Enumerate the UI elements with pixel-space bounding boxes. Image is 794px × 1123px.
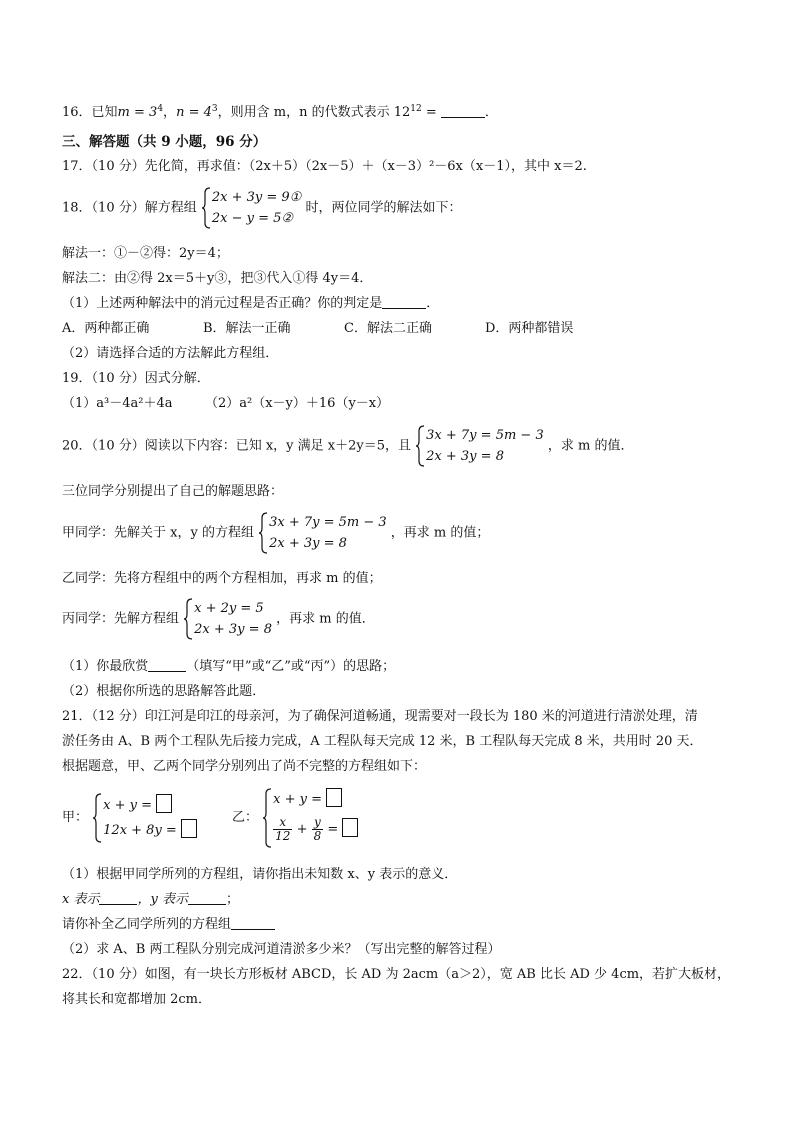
q16-n-exp: 3 bbox=[211, 104, 218, 114]
brace-icon bbox=[92, 793, 103, 843]
equation-1: x + 2y = 5 bbox=[194, 601, 264, 616]
y-means-label: ，y 表示 bbox=[137, 892, 188, 907]
equation-1: 2x + 3y = 9① bbox=[211, 190, 302, 205]
q21-jia-label: 甲： bbox=[62, 810, 89, 825]
equation-system bbox=[183, 598, 272, 640]
brace-icon bbox=[262, 788, 273, 848]
equation-system bbox=[415, 425, 544, 467]
brace-icon bbox=[183, 598, 194, 640]
q20-bing-suffix: ，再求 m 的值． bbox=[276, 611, 375, 627]
q20-bing bbox=[62, 598, 375, 640]
q16-sep: ， bbox=[163, 105, 177, 120]
answer-blank[interactable] bbox=[188, 891, 226, 905]
option-b[interactable]: B．解法一正确 bbox=[203, 321, 291, 336]
q16-mid: ，则用含 m，n 的代数式表示 12 bbox=[217, 105, 411, 120]
answer-box[interactable] bbox=[156, 794, 172, 813]
q21-jia-system bbox=[62, 791, 197, 845]
q20-bing-prefix: 丙同学：先解方程组 bbox=[62, 611, 180, 627]
brace-icon bbox=[258, 512, 269, 554]
q16-end: ． bbox=[484, 105, 498, 120]
equation-2: 2x + 3y = 8 bbox=[426, 449, 504, 464]
option-c[interactable]: C．解法二正确 bbox=[344, 321, 432, 336]
q18-sub1-text: （1）上述两种解法中的消元过程是否正确？你的判定是 bbox=[62, 296, 383, 311]
q20-yi: 乙同学：先将方程组中的两个方程相加，再求 m 的值； bbox=[62, 571, 382, 586]
question-19-title: 19．（10 分）因式分解． bbox=[62, 371, 210, 386]
brace-icon bbox=[201, 187, 212, 229]
q20-prefix: 20．（10 分）阅读以下内容：已知 x，y 满足 x＋2y＝5，且 bbox=[62, 438, 412, 454]
equation-2: 2x − y = 5② bbox=[211, 211, 294, 226]
answer-blank[interactable] bbox=[441, 104, 485, 118]
question-18 bbox=[62, 187, 461, 229]
q18-method-1: 解法一：①－②得：2y＝4； bbox=[62, 246, 229, 261]
question-20 bbox=[62, 425, 633, 467]
option-d[interactable]: D．两种都错误 bbox=[485, 321, 574, 336]
q20-sub-1 bbox=[62, 658, 395, 676]
q20-suffix: ，求 m 的值． bbox=[547, 438, 634, 454]
q21-line-3: 根据题意，甲、乙两个同学分别列出了尚不完整的方程组如下： bbox=[62, 759, 427, 774]
equation-2: 2x + 3y = 8 bbox=[194, 622, 272, 637]
q18-suffix: 时，两位同学的解法如下： bbox=[305, 200, 462, 216]
q18-method-2: 解法二：由②得 2x＝5＋y③，把③代入①得 4y＝4． bbox=[62, 271, 373, 286]
equation-system bbox=[258, 512, 387, 554]
q21-complete bbox=[62, 916, 275, 934]
q20-jia-prefix: 甲同学：先解关于 x，y 的方程组 bbox=[62, 525, 254, 541]
equation-system bbox=[92, 793, 197, 843]
option-a[interactable]: A．两种都正确 bbox=[62, 321, 150, 336]
q16-m-def: m = 3 bbox=[117, 105, 158, 120]
q18-prefix: 18．（10 分）解方程组 bbox=[62, 200, 197, 216]
question-17: 17．（10 分）先化简，再求值：（2x＋5）（2x－5）＋（x－3）²－6x（x－1），其中 x＝2. bbox=[62, 159, 587, 174]
q21-line-1: 21．（12 分）印江河是印江的母亲河，为了确保河道畅通，现需要对一段长为 180 米的河道进行清淤处理，清 bbox=[62, 709, 698, 724]
q21-yi-system bbox=[232, 786, 358, 850]
x-means-label: x 表示 bbox=[62, 892, 100, 907]
q20-sub1-b: （填写“甲”或“乙”或“丙”）的思路； bbox=[186, 659, 396, 674]
q22-line-1: 22．（10 分）如图，有一块长方形板材 ABCD，长 AD 为 2acm（a＞2），宽 AB 比长 AD 少 4cm，若扩大板材， bbox=[62, 967, 731, 982]
q20-jia-suffix: ，再求 m 的值； bbox=[390, 525, 490, 541]
q18-sub1-end: ． bbox=[426, 296, 440, 311]
question-19-parts: （1）a³－4a²＋4a （2）a²（x－y）＋16（y－x） bbox=[62, 396, 390, 411]
equation-1: x + y = bbox=[273, 791, 327, 807]
answer-blank[interactable] bbox=[148, 658, 186, 672]
equation-2: 12x + 8y = bbox=[103, 822, 181, 838]
q22-line-2: 将其长和宽都增加 2cm． bbox=[62, 992, 212, 1007]
q20-sub1-a: （1）你最欣赏 bbox=[62, 659, 149, 674]
answer-blank[interactable] bbox=[99, 891, 137, 905]
answer-box[interactable] bbox=[342, 818, 358, 837]
q21-sub-1: （1）根据甲同学所列的方程组，请你指出未知数 x、y 表示的意义． bbox=[62, 867, 458, 882]
complete-label: 请你补全乙同学所列的方程组 bbox=[62, 917, 232, 932]
q16-exp12: 12 bbox=[410, 104, 422, 114]
q21-x-y-meaning: x 表示 ，y 表示 ； bbox=[62, 892, 239, 907]
answer-box[interactable] bbox=[181, 819, 197, 838]
brace-icon bbox=[415, 425, 426, 467]
equation-system: x + y = $\frac{x}{12}$ + $\frac{y}{8}$ = bbox=[262, 788, 358, 848]
q21-line-2: 淤任务由 A、B 两个工程队先后接力完成，A 工程队每天完成 12 米，B 工程队每天完成 8 米，共用时 20 天． bbox=[62, 734, 703, 749]
answer-blank[interactable] bbox=[382, 295, 426, 309]
answer-box[interactable] bbox=[326, 788, 342, 807]
q21-sub-2: （2）求 A、B 两工程队分别完成河道清淤多少米？（写出完整的解答过程） bbox=[62, 942, 501, 957]
q16-prefix: 16．已知 bbox=[62, 105, 118, 120]
equation-system bbox=[201, 187, 301, 229]
equation-1: 3x + 7y = 5m − 3 bbox=[426, 428, 544, 443]
q18-options bbox=[62, 320, 626, 338]
q18-sub-2: （2）请选择合适的方法解此方程组． bbox=[62, 346, 279, 361]
section-title: 三、解答题（共 9 小题，96 分） bbox=[62, 134, 267, 150]
equation-2: 2x + 3y = 8 bbox=[269, 536, 347, 551]
equation-1: x + y = bbox=[103, 797, 157, 813]
fraction-y-8: $\frac{y}{8}$ bbox=[313, 814, 322, 843]
equation-1: 3x + 7y = 5m − 3 bbox=[269, 515, 387, 530]
q20-jia bbox=[62, 512, 489, 554]
q16-m-exp: 4 bbox=[157, 104, 164, 114]
q20-intro: 三位同学分别提出了自己的解题思路： bbox=[62, 484, 284, 499]
q18-sub-1 bbox=[62, 295, 439, 313]
fraction-x-12: $\frac{x}{12}$ bbox=[275, 814, 291, 843]
q16-eq: = bbox=[421, 105, 441, 120]
question-16 bbox=[62, 100, 498, 122]
answer-blank[interactable] bbox=[231, 916, 275, 930]
q20-sub-2: （2）根据你所选的思路解答此题． bbox=[62, 684, 266, 699]
q16-n-def: n = 4 bbox=[176, 105, 212, 120]
q21-yi-label: 乙： bbox=[232, 810, 259, 825]
